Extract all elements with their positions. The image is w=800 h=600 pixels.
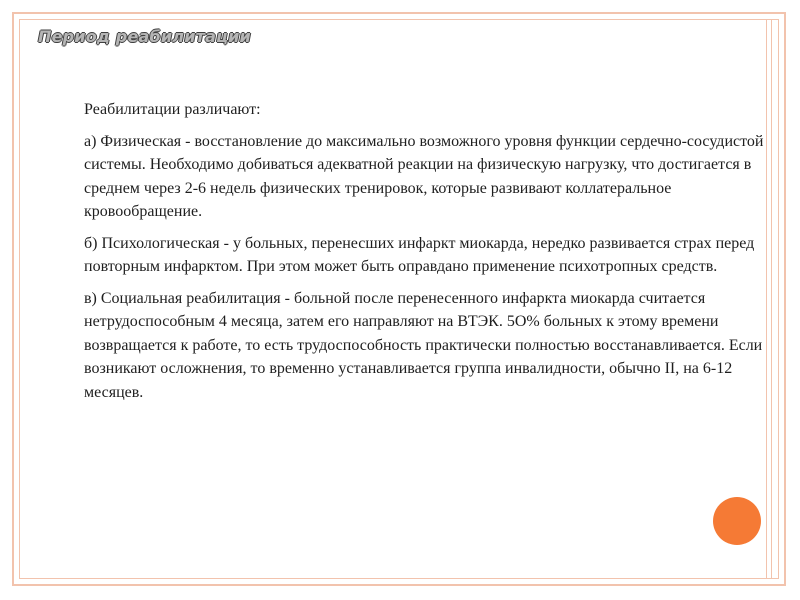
paragraph-psychological: б) Психологическая - у больных, перенесших инфаркт миокарда, нередко развивается страх перед повторным инфарктом. При этом может быть оправдано применение психотропных средств. (84, 234, 755, 275)
slide-title: Период реабилитации (38, 27, 251, 46)
paragraph-physical: а) Физическая - восстановление до максимально возможного уровня функции сердечно-сосудистой системы. Необходимо добиваться адекватной реакции на физическую нагрузку, что достигается в среднем через 2-6 недель физических тренировок, которые развивают коллатеральное кровообращение. (84, 132, 764, 220)
slide-body (84, 98, 774, 412)
paragraph-social: в) Социальная реабилитация - больной после перенесенного инфаркта миокарда считается нетрудоспособным 4 месяца, затем его направляют на ВТЭК. 5О% больных к этому времени возвращается к работе, то есть трудоспособность практически полностью восстанавливается. Если возникают осложнения, то временно устанавливается группа инвалидности, обычно II, на 6-12 месяцев. (84, 289, 763, 401)
paragraph-intro: Реабилитации различают: (84, 101, 261, 118)
decorative-circle-icon (713, 497, 761, 545)
